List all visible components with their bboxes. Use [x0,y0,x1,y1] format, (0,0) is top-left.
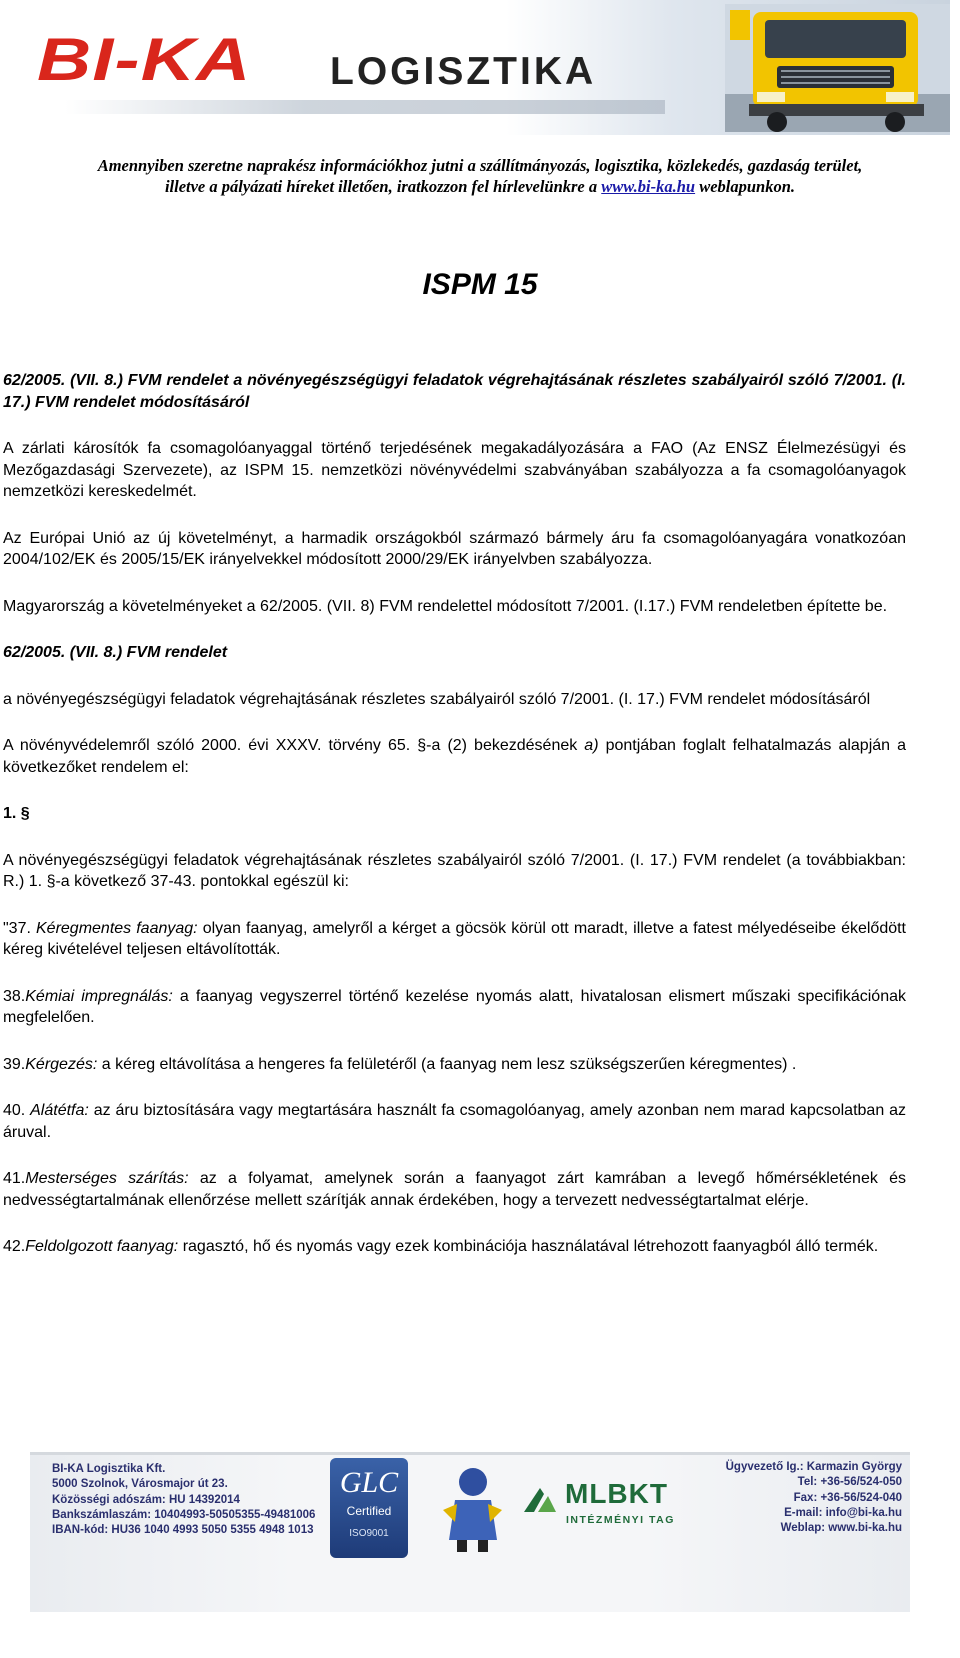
company-bank-account: Bankszámlaszám: 10404993-50505355-49481006 [52,1508,316,1521]
definition-item [3,986,906,1029]
glc-logo-text: GLC [339,1466,399,1499]
definition-number: 39. [3,1055,26,1073]
paragraph-amendment: A növényegészségügyi feladatok végrehajtásának részletes szabályairól szóló 7/2001. (I. 17.) FVM rendelet (a továbbiakban: R.) 1. §-a következő 37-43. pontokkal egészül ki: [3,851,906,890]
decree-subtitle: a növényegészségügyi feladatok végrehajtásának részletes szabályairól szóló 7/2001. (I. 17.) FVM rendelet módosításáról [3,690,871,708]
decree-heading: 62/2005. (VII. 8.) FVM rendelet a növényegészségügyi feladatok végrehajtásának részletes szabályairól szóló 7/2001. (I. 17.) FVM rendelet módosításáról [3,372,906,411]
mlbkt-name: MLBKT [565,1478,668,1509]
header-banner [25,0,950,135]
notice-text-after: weblapunkon. [695,177,796,196]
glc-certified-logo [330,1458,408,1558]
definition-item [3,1236,906,1258]
mascot-icon [435,1460,510,1555]
definition-text: a kéreg eltávolítása a hengeres fa felületéről (a faanyag nem lesz szükségszerűen kéregmentes) . [97,1055,797,1073]
notice-line-1: Amennyiben szeretne naprakész információkhoz jutni a szállítmányozás, logisztika, közlekedés, gazdaság terület, [97,156,863,175]
definition-item [3,1054,906,1076]
contact-phone: Tel: +36-56/524-050 [797,1476,902,1489]
paragraph-hungary: Magyarország a követelményeket a 62/2005. (VII. 8) FVM rendelettel módosított 7/2001. (I.17.) FVM rendeletben építette be. [3,597,888,615]
truck-image [725,4,950,132]
definition-text: olyan faanyag, amelyről a kérget a göcsök körül ott maradt, illetve a fatest mélyedéseibe ékelődött kéreg kivételével teljesen eltávolították. [3,919,907,958]
company-name: BI-KA Logisztika Kft. [52,1463,166,1475]
definition-text: az áru biztosítására vagy megtartására használt fa csomagolóanyag, amely azonban nem marad kapcsolatban az áruval. [3,1102,906,1141]
definition-text: a faanyag vegyszerrel történő kezelése nyomás alatt, hivatalosan elismert műszaki specifikációnak megfelelően. [3,987,907,1026]
definition-number: 38. [3,987,26,1005]
definition-number: "37. [3,919,36,937]
company-address: 5000 Szolnok, Városmajor út 23. [52,1478,228,1491]
definition-item [3,1100,906,1143]
definition-number: 42. [3,1238,26,1255]
company-details [52,1462,315,1538]
brand-logo-bika: BI-KA [37,26,252,93]
website-link[interactable]: www.bi-ka.hu [601,177,696,196]
contact-website: Weblap: www.bi-ka.hu [780,1522,902,1535]
brand-logo-logisztika: LOGISZTIKA [330,50,597,93]
definition-term: Mesterséges szárítás: [25,1170,189,1187]
newsletter-notice [0,155,960,197]
road-graphic [65,100,665,114]
glc-certified-label: Certified [346,1504,392,1518]
contact-fax: Fax: +36-56/524-040 [793,1491,902,1504]
contact-details [726,1460,902,1536]
authority-text-before: A növényvédelemről szóló 2000. évi XXXV. törvény 65. §-a (2) bekezdésének [3,737,585,754]
definition-text: az a folyamat, amelynek során a faanyagot zárt kamrában a levegő hőmérsékletének és nedvességtartalmának ellenőrzése mellett szárítják annak érdekében, hogy a tervezett nedvességtartalmat elérje. [3,1170,907,1209]
notice-text-before: illetve a pályázati híreket illetően, iratkozzon fel hírlevelünkre a [164,177,602,196]
company-tax-number: Közösségi adószám: HU 14392014 [52,1493,240,1506]
definition-term: Kérgezés: [25,1055,98,1073]
paragraph-authority [3,735,906,778]
definition-number: 41. [3,1170,26,1187]
definition-item [3,918,906,961]
document-body [3,370,906,1283]
authority-text-after: pontjában foglalt felhatalmazás alapján a következőket rendelem el: [3,737,906,776]
section-number: 1. § [3,805,30,822]
mlbkt-logo [520,1480,690,1540]
contact-email: E-mail: info@bi-ka.hu [784,1506,902,1519]
definition-term: Alátétfa: [30,1102,89,1119]
definition-number: 40. [3,1102,31,1119]
company-iban: IBAN-kód: HU36 1040 4993 5050 5355 4948 1013 [52,1524,314,1537]
managing-director: Ügyvezető Ig.: Karmazin György [725,1461,902,1473]
notice-line-2 [0,176,960,197]
authority-point: a) [584,737,599,754]
mlbkt-membership: INTÉZMÉNYI TAG [566,1514,675,1526]
paragraph-eu: Az Európai Unió az új követelményt, a harmadik országokból származó bármely áru fa csomagolóanyagára vonatkozóan 2004/102/EK és 2005/15/EK irányelvekkel módosított 2000/29/EK irányelvben szabályozza. [3,529,906,568]
definition-item [3,1168,906,1211]
glc-iso-label: ISO9001 [349,1528,389,1539]
definition-text: ragasztó, hő és nyomás vagy ezek kombinációja használatával létrehozott faanyagból álló termék. [178,1238,879,1255]
definition-term: Kémiai impregnálás: [25,987,173,1005]
mlbkt-mark-icon [520,1482,560,1522]
paragraph-fao: A zárlati károsítók fa csomagolóanyaggal történő terjedésének megakadályozására a FAO (Az ENSZ Élelmezésügyi és Mezőgazdasági Szervezete), az ISPM 15. nemzetközi növényvédelmi szabványában szabályozza a fa csomagolóanyagok nemzetközi kereskedelmét. [3,440,906,500]
footer [30,1440,910,1658]
decree-title: 62/2005. (VII. 8.) FVM rendelet [3,644,228,661]
definition-term: Feldolgozott faanyag: [25,1238,179,1255]
page-title: ISPM 15 [422,268,538,301]
definition-term: Kéregmentes faanyag: [36,919,198,937]
